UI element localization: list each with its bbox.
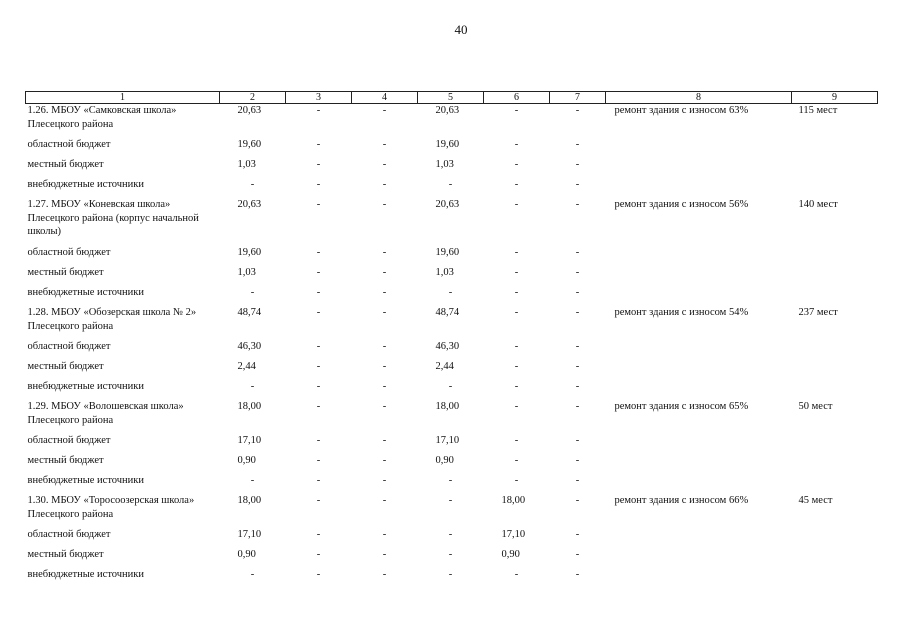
table-row-school [26, 400, 878, 434]
value-col-5: 2,44 [435, 361, 454, 372]
value-col-5: 48,74 [435, 307, 460, 318]
total-value: - [250, 475, 255, 486]
capacity [792, 158, 878, 178]
total-value: 20,63 [237, 199, 262, 210]
value-col-6: - [514, 267, 519, 278]
work-description: ремонт здания с износом 66% [614, 495, 749, 506]
total-value: - [250, 287, 255, 298]
value-col-6: - [514, 307, 519, 318]
work-description: ремонт здания с износом 65% [614, 401, 749, 412]
work-description [606, 246, 792, 266]
table-row-funding [26, 286, 878, 306]
value-col-4: - [382, 361, 387, 372]
row-label: 1.26. МБОУ «Самковская школа» Плесецкого района [27, 105, 177, 130]
value-col-5: 1,03 [435, 267, 454, 278]
value-col-5: 1,03 [435, 159, 454, 170]
table-row-funding [26, 380, 878, 400]
value-col-7: - [575, 199, 580, 210]
column-header-3: 3 [286, 92, 352, 104]
value-col-6: - [514, 401, 519, 412]
total-value: 0,90 [237, 549, 256, 560]
row-label: местный бюджет [27, 361, 104, 372]
column-header-9: 9 [792, 92, 878, 104]
value-col-7: - [575, 495, 580, 506]
capacity [792, 528, 878, 548]
capacity [792, 548, 878, 568]
value-col-6: - [514, 455, 519, 466]
work-description [606, 286, 792, 306]
value-col-4: - [382, 179, 387, 190]
value-col-5: 20,63 [435, 105, 460, 116]
row-label: внебюджетные источники [27, 381, 145, 392]
table-row-funding [26, 360, 878, 380]
column-header-8: 8 [606, 92, 792, 104]
value-col-7: - [575, 341, 580, 352]
value-col-6: - [514, 435, 519, 446]
value-col-3: - [316, 401, 321, 412]
column-header-4: 4 [352, 92, 418, 104]
value-col-4: - [382, 455, 387, 466]
value-col-6: - [514, 139, 519, 150]
value-col-3: - [316, 495, 321, 506]
total-value: 17,10 [237, 435, 262, 446]
capacity [792, 138, 878, 158]
value-col-5: - [448, 549, 453, 560]
table-row-funding [26, 340, 878, 360]
table-row-funding [26, 568, 878, 588]
value-col-7: - [575, 105, 580, 116]
total-value: - [250, 569, 255, 580]
row-label: местный бюджет [27, 455, 104, 466]
value-col-7: - [575, 361, 580, 372]
work-description [606, 474, 792, 494]
work-description [606, 434, 792, 454]
capacity [792, 434, 878, 454]
work-description [606, 568, 792, 588]
capacity [792, 454, 878, 474]
value-col-7: - [575, 401, 580, 412]
header-row [26, 92, 878, 104]
value-col-6: 18,00 [501, 495, 526, 506]
value-col-4: - [382, 159, 387, 170]
value-col-4: - [382, 435, 387, 446]
value-col-7: - [575, 307, 580, 318]
value-col-4: - [382, 199, 387, 210]
row-label: 1.28. МБОУ «Обозерская школа № 2» Плесецкого района [27, 307, 197, 332]
total-value: - [250, 179, 255, 190]
value-col-4: - [382, 105, 387, 116]
value-col-3: - [316, 267, 321, 278]
capacity [792, 568, 878, 588]
value-col-3: - [316, 105, 321, 116]
value-col-3: - [316, 139, 321, 150]
row-label: внебюджетные источники [27, 179, 145, 190]
column-header-1: 1 [26, 92, 220, 104]
row-label: областной бюджет [27, 341, 111, 352]
total-value: - [250, 381, 255, 392]
value-col-7: - [575, 455, 580, 466]
row-label: областной бюджет [27, 529, 111, 540]
value-col-6: - [514, 475, 519, 486]
value-col-7: - [575, 159, 580, 170]
table-row-funding [26, 528, 878, 548]
value-col-4: - [382, 267, 387, 278]
value-col-3: - [316, 341, 321, 352]
value-col-3: - [316, 159, 321, 170]
table-row-funding [26, 454, 878, 474]
row-label: внебюджетные источники [27, 287, 145, 298]
value-col-6: - [514, 105, 519, 116]
capacity [792, 246, 878, 266]
work-description [606, 380, 792, 400]
table-row-school [26, 104, 878, 139]
value-col-5: - [448, 529, 453, 540]
value-col-4: - [382, 475, 387, 486]
value-col-7: - [575, 267, 580, 278]
table-row-funding [26, 548, 878, 568]
value-col-5: 19,60 [435, 247, 460, 258]
value-col-3: - [316, 361, 321, 372]
value-col-7: - [575, 139, 580, 150]
work-description [606, 528, 792, 548]
table-row-school [26, 494, 878, 528]
value-col-4: - [382, 549, 387, 560]
table-row-school [26, 306, 878, 340]
value-col-3: - [316, 529, 321, 540]
value-col-3: - [316, 381, 321, 392]
value-col-6: - [514, 361, 519, 372]
capacity [792, 360, 878, 380]
total-value: 19,60 [237, 139, 262, 150]
value-col-6: 17,10 [501, 529, 526, 540]
column-header-6: 6 [484, 92, 550, 104]
capacity: 115 мест [798, 105, 838, 116]
value-col-5: - [448, 569, 453, 580]
value-col-6: - [514, 569, 519, 580]
value-col-7: - [575, 529, 580, 540]
value-col-3: - [316, 569, 321, 580]
value-col-4: - [382, 569, 387, 580]
value-col-7: - [575, 475, 580, 486]
value-col-3: - [316, 307, 321, 318]
value-col-3: - [316, 179, 321, 190]
value-col-4: - [382, 139, 387, 150]
capacity: 50 мест [798, 401, 833, 412]
value-col-5: 19,60 [435, 139, 460, 150]
value-col-3: - [316, 475, 321, 486]
value-col-4: - [382, 495, 387, 506]
work-description: ремонт здания с износом 54% [614, 307, 749, 318]
value-col-7: - [575, 569, 580, 580]
row-label: 1.29. МБОУ «Волошевская школа» Плесецкого района [27, 401, 184, 426]
row-label: местный бюджет [27, 549, 104, 560]
value-col-6: - [514, 179, 519, 190]
value-col-7: - [575, 435, 580, 446]
value-col-6: - [514, 381, 519, 392]
page-number: 40 [454, 22, 468, 37]
row-label: областной бюджет [27, 247, 111, 258]
value-col-5: 46,30 [435, 341, 460, 352]
value-col-7: - [575, 179, 580, 190]
column-header-2: 2 [220, 92, 286, 104]
work-description [606, 178, 792, 198]
table-row-funding [26, 474, 878, 494]
value-col-3: - [316, 287, 321, 298]
total-value: 17,10 [237, 529, 262, 540]
capacity [792, 380, 878, 400]
work-description: ремонт здания с износом 63% [614, 105, 749, 116]
value-col-7: - [575, 287, 580, 298]
column-header-5: 5 [418, 92, 484, 104]
table-row-funding [26, 434, 878, 454]
work-description [606, 454, 792, 474]
row-label: областной бюджет [27, 435, 111, 446]
value-col-6: - [514, 287, 519, 298]
value-col-3: - [316, 247, 321, 258]
row-label: 1.30. МБОУ «Торосоозерская школа» Плесецкого района [27, 495, 195, 520]
capacity [792, 474, 878, 494]
value-col-5: - [448, 287, 453, 298]
total-value: 1,03 [237, 159, 256, 170]
work-description [606, 266, 792, 286]
value-col-5: 20,63 [435, 199, 460, 210]
work-description [606, 340, 792, 360]
value-col-4: - [382, 307, 387, 318]
row-label: местный бюджет [27, 159, 104, 170]
value-col-4: - [382, 381, 387, 392]
value-col-6: - [514, 341, 519, 352]
value-col-5: - [448, 475, 453, 486]
work-description [606, 158, 792, 178]
column-header-7: 7 [550, 92, 606, 104]
value-col-4: - [382, 401, 387, 412]
value-col-7: - [575, 247, 580, 258]
capacity: 140 мест [798, 199, 838, 210]
capacity [792, 266, 878, 286]
table-row-school [26, 198, 878, 246]
row-label: внебюджетные источники [27, 569, 145, 580]
capacity: 45 мест [798, 495, 833, 506]
value-col-7: - [575, 381, 580, 392]
total-value: 18,00 [237, 495, 262, 506]
capacity: 237 мест [798, 307, 838, 318]
value-col-6: - [514, 247, 519, 258]
row-label: внебюджетные источники [27, 475, 145, 486]
capacity [792, 286, 878, 306]
value-col-3: - [316, 199, 321, 210]
value-col-4: - [382, 341, 387, 352]
value-col-3: - [316, 435, 321, 446]
total-value: 18,00 [237, 401, 262, 412]
capacity [792, 340, 878, 360]
value-col-4: - [382, 287, 387, 298]
value-col-6: - [514, 199, 519, 210]
total-value: 19,60 [237, 247, 262, 258]
value-col-6: 0,90 [501, 549, 520, 560]
value-col-5: - [448, 179, 453, 190]
value-col-5: - [448, 495, 453, 506]
table-header [26, 92, 878, 104]
value-col-4: - [382, 529, 387, 540]
total-value: 48,74 [237, 307, 262, 318]
table-row-funding [26, 266, 878, 286]
table-row-funding [26, 178, 878, 198]
work-description [606, 548, 792, 568]
work-description [606, 360, 792, 380]
total-value: 20,63 [237, 105, 262, 116]
value-col-7: - [575, 549, 580, 560]
value-col-5: - [448, 381, 453, 392]
value-col-5: 17,10 [435, 435, 460, 446]
work-description: ремонт здания с износом 56% [614, 199, 749, 210]
capacity [792, 178, 878, 198]
work-description [606, 138, 792, 158]
row-label: 1.27. МБОУ «Коневская школа» Плесецкого района (корпус начальной школы) [27, 199, 199, 237]
value-col-3: - [316, 549, 321, 560]
value-col-3: - [316, 455, 321, 466]
table-row-funding [26, 138, 878, 158]
table-body [26, 104, 878, 589]
budget-table [25, 91, 878, 588]
value-col-4: - [382, 247, 387, 258]
row-label: областной бюджет [27, 139, 111, 150]
table-row-funding [26, 246, 878, 266]
table-row-funding [26, 158, 878, 178]
total-value: 0,90 [237, 455, 256, 466]
total-value: 1,03 [237, 267, 256, 278]
value-col-6: - [514, 159, 519, 170]
row-label: местный бюджет [27, 267, 104, 278]
total-value: 46,30 [237, 341, 262, 352]
value-col-5: 0,90 [435, 455, 454, 466]
value-col-5: 18,00 [435, 401, 460, 412]
total-value: 2,44 [237, 361, 256, 372]
